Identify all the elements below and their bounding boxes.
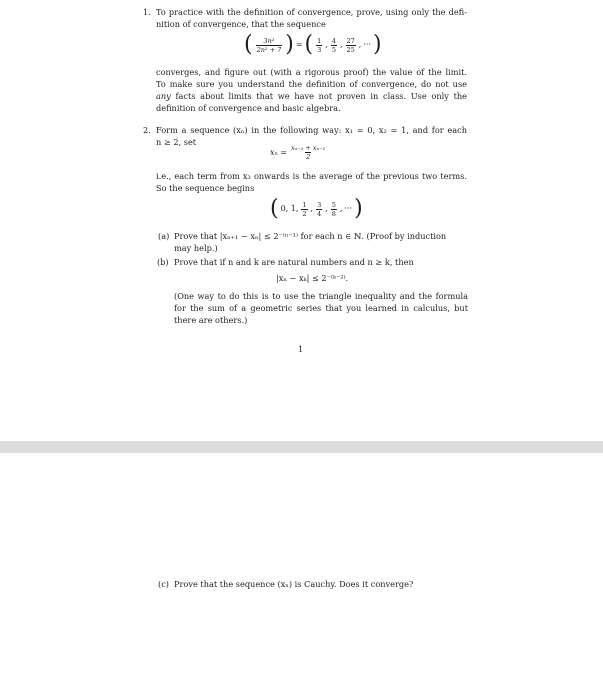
problem-1-line-4: To make sure you understand the definition of convergence, do not use: [156, 79, 467, 89]
rhs-dots: ···: [363, 40, 371, 49]
lhs-denominator: 2n² + 7: [256, 45, 282, 54]
sequence-equation: ( $\frac{\text{3n²}}{\text{2n² + 7}}$ ) = ( $\frac{1}{3}$ , $\frac{4}{5}$ , $\frac{27}{25}$ , ··· ): [244, 32, 382, 57]
part-a-label: (a): [158, 231, 170, 241]
recurrence-denominator: 2: [306, 153, 311, 161]
part-a-text: Prove that |xₙ₊₁ − xₙ| ≤ 2⁻⁽ⁿ⁻¹⁾ for each n ∈ ℕ. (Proof by induction: [174, 231, 447, 241]
problem-1-line-5: any facts about limits that we have not proven in class. Use only the: [156, 91, 467, 101]
problem-2-number: 2.: [143, 125, 151, 135]
note-line-2: for the sum of a geometric series that you learned in calculus, but: [174, 303, 468, 313]
problem-2-line-3: i.e., each term from x₃ onwards is the average of the previous two terms.: [156, 171, 467, 181]
recurrence-numerator: xₙ₋₁ + xₙ₋₂: [291, 144, 326, 152]
note-line-3: there are others.): [174, 315, 248, 325]
part-c-label: (c): [158, 579, 169, 589]
problem-1-line-6: definition of convergence and basic algebra.: [156, 103, 341, 113]
problem-1-number: 1.: [143, 7, 151, 17]
problem-1-line-3: converges, and figure out (with a rigorous proof) the value of the limit.: [156, 67, 467, 77]
problem-1-line-2: nition of convergence, that the sequence: [156, 19, 326, 29]
lhs-numerator: 3n²: [263, 36, 275, 45]
begin-first-terms: 0, 1,: [280, 204, 299, 213]
page-separator: [0, 441, 603, 453]
problem-2-line-2: n ≥ 2, set: [156, 137, 197, 147]
problem-2-line-4: So the sequence begins: [156, 183, 255, 193]
sequence-begins: ( 0, 1, $\frac{1}{2}$ , $\frac{3}{4}$ , $\frac{5}{8}$ , ··· ): [270, 196, 363, 221]
note-line-1: (One way to do this is to use the triangle inequality and the formula: [174, 291, 468, 301]
recurrence-lhs: xₙ =: [270, 147, 287, 157]
part-b-label: (b): [157, 257, 169, 267]
part-b-text: Prove that if n and k are natural numbers and n ≥ k, then: [174, 257, 414, 267]
problem-1-line-1: To practice with the definition of convergence, prove, using only the defi-: [156, 7, 467, 17]
part-b-formula: |xₙ − xₖ| ≤ 2⁻⁽ᵏ⁻²⁾.: [276, 273, 349, 283]
begin-dots: ···: [344, 204, 353, 213]
part-c-text: Prove that the sequence (xₙ) is Cauchy. Does it converge?: [174, 579, 414, 589]
equals-sign: =: [295, 40, 303, 49]
page-number: 1: [298, 344, 304, 354]
part-a-text-2: may help.): [174, 243, 218, 253]
recurrence-definition: [270, 144, 327, 161]
problem-2-line-1: Form a sequence (xₙ) in the following way: x₁ = 0, x₂ = 1, and for each: [156, 125, 467, 135]
